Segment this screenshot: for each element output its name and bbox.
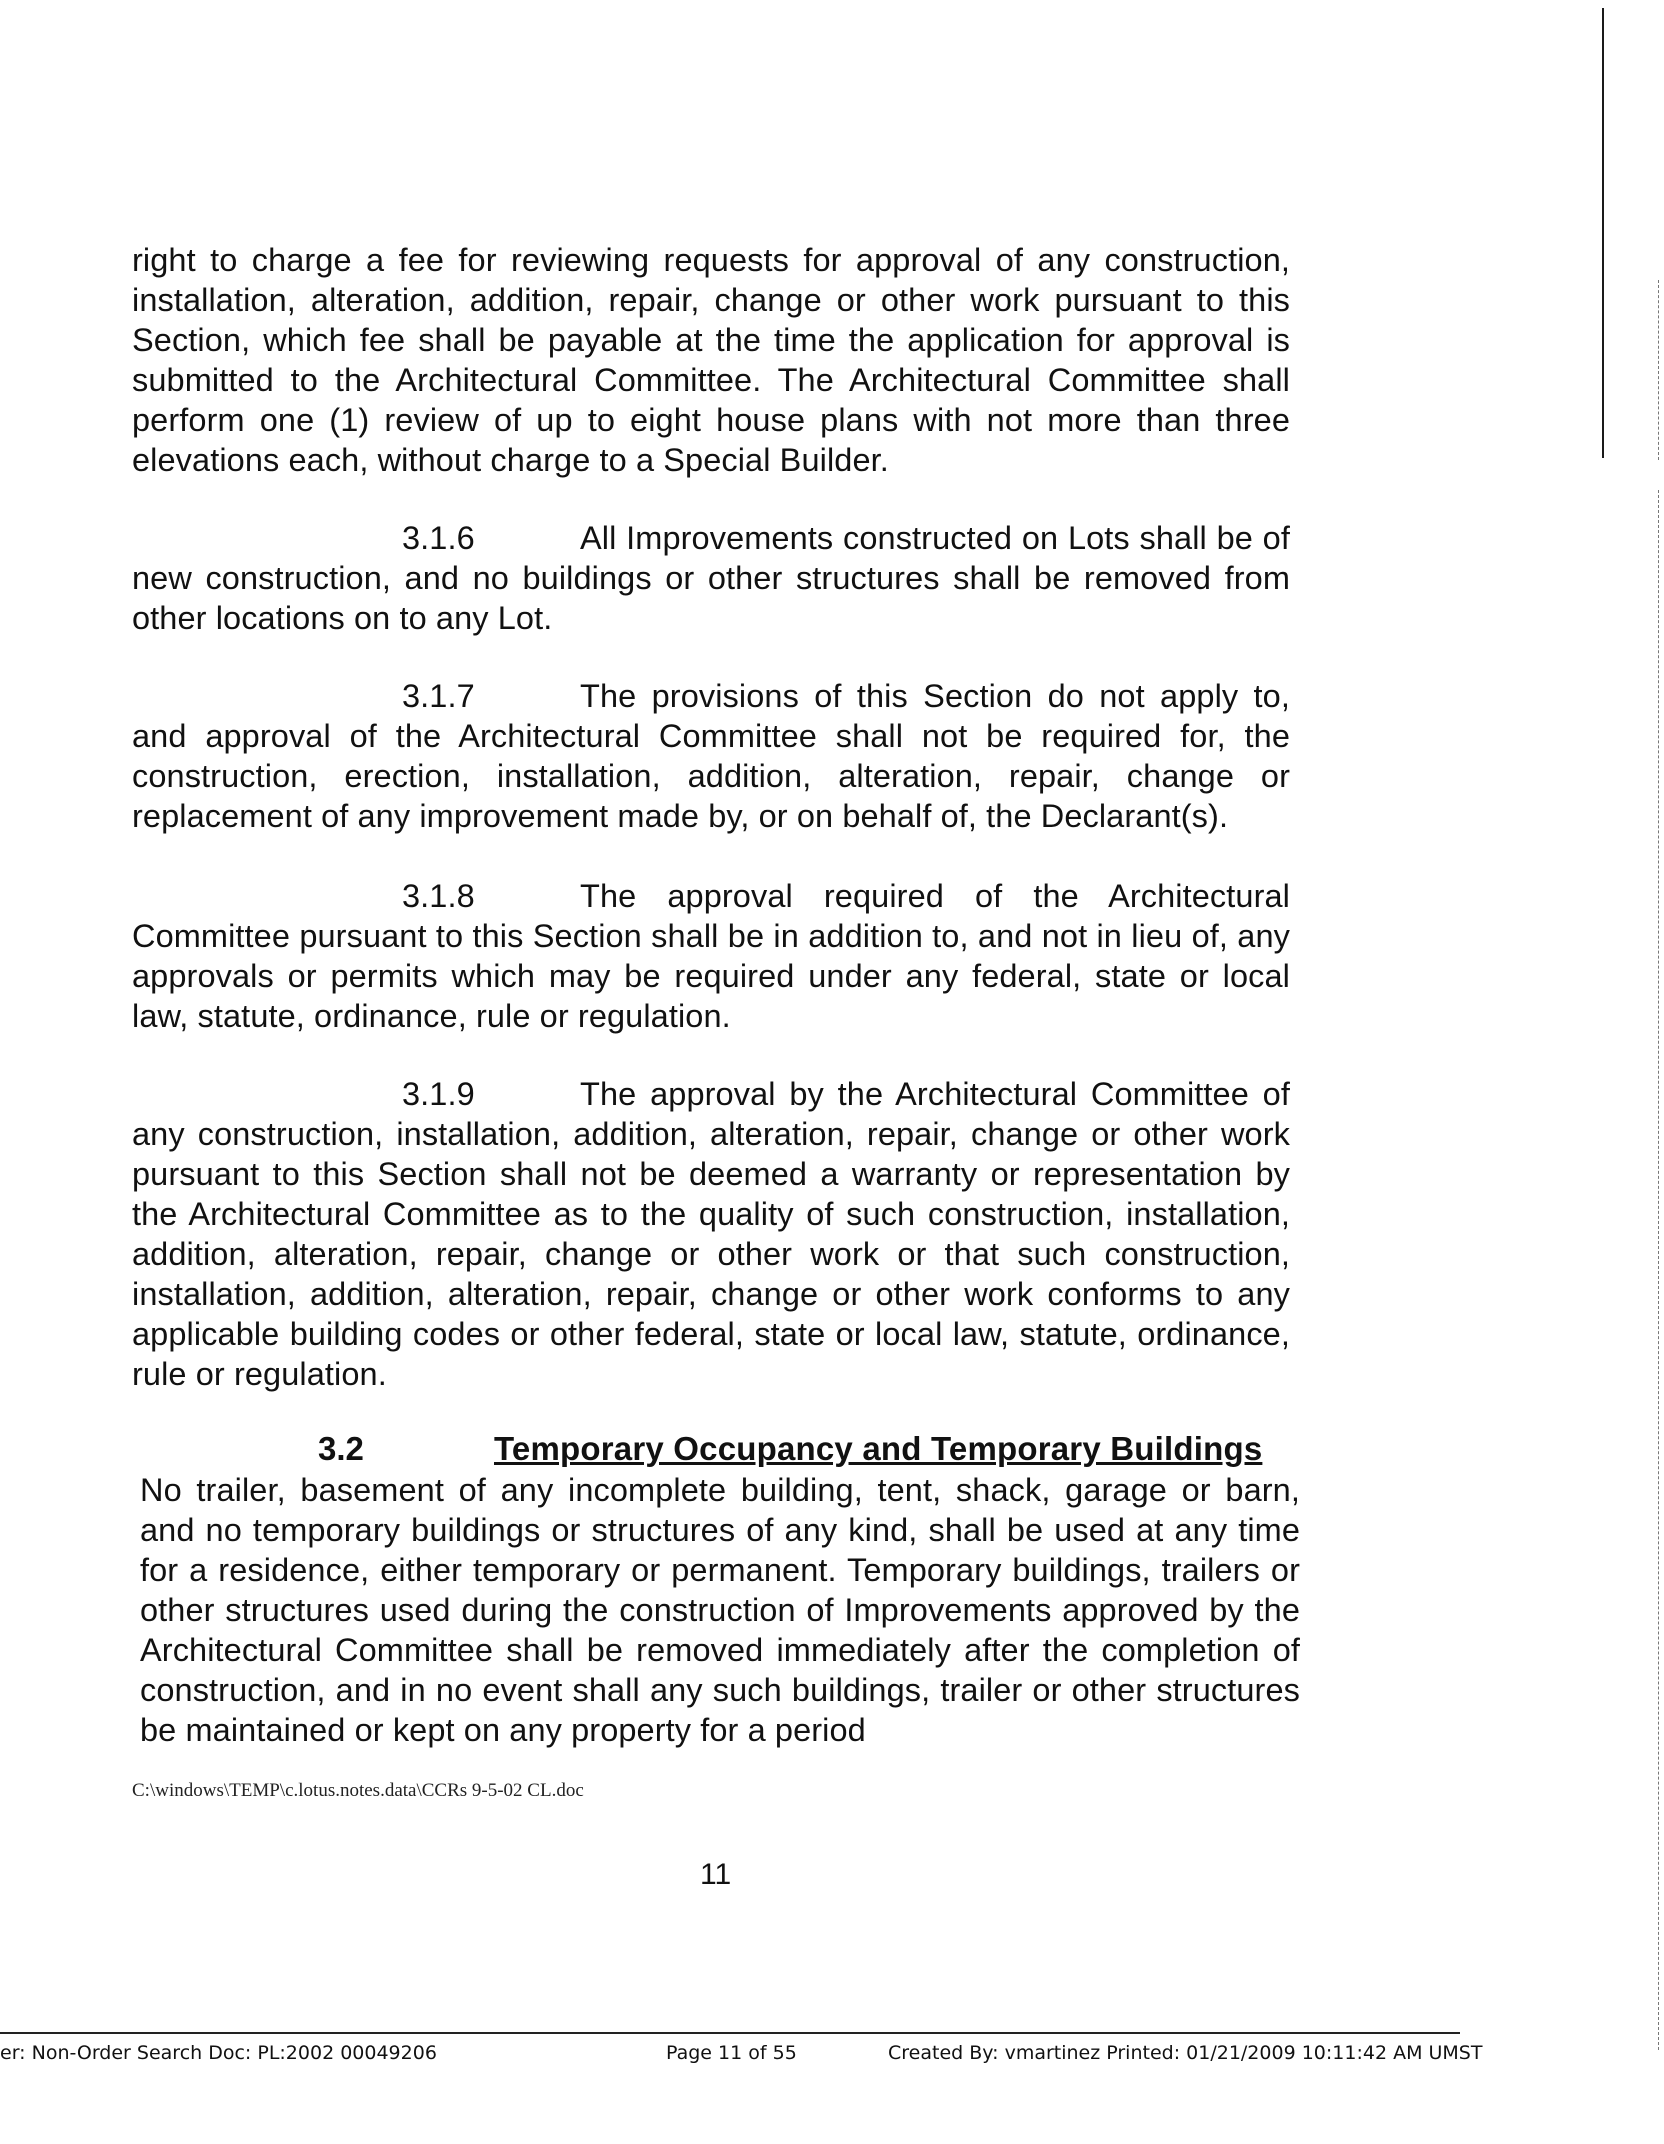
paragraph-number: 3.1.7 [402,678,475,714]
paragraph-text: The approval by the Architectural Committee of any construction, installation, addition, alteration, repair, change or other work pursuant to this Section shall not be deemed a warranty or representation by the Architectural Committee as to the quality of such construction, installation, addition, alteration, repair, change or other work or that such construction, installation, addition, alteration, repair, change or other work conforms to any applicable building codes or other federal, state or local law, statute, ordinance, rule or regulation. [132,1076,1290,1392]
section-heading: Temporary Occupancy and Temporary Buildings [494,1430,1263,1467]
paragraph-number: 3.1.9 [402,1076,475,1112]
paragraph-text: All Improvements constructed on Lots shall be of new construction, and no buildings or other structures shall be removed from other locations on to any Lot. [132,520,1290,636]
paragraph-3-1-6 [132,518,1290,638]
paragraph-3-1-9 [132,1074,1290,1394]
file-path-footer: C:\windows\TEMP\c.lotus.notes.data\CCRs 9-5-02 CL.doc [132,1780,584,1801]
footer-divider [0,2032,1460,2034]
footer-search-info: er: Non-Order Search Doc: PL:2002 00049206 [0,2042,437,2064]
footer-page-count: Page 11 of 55 [666,2042,797,2064]
paragraph-text: The approval required of the Architectural Committee pursuant to this Section shall be in addition to, and not in lieu of, any approvals or permits which may be required under any federal, state or local law, statute, ordinance, rule or regulation. [132,878,1290,1034]
paragraph-number: 3.1.8 [402,878,475,914]
paragraph-3-1-8 [132,876,1290,1036]
scan-edge-dash [1658,280,1660,460]
scan-edge-dash [1658,490,1660,2050]
paragraph-number: 3.1.6 [402,520,475,556]
paragraph-continuation: right to charge a fee for reviewing requests for approval of any construction, installation, alteration, addition, repair, change or other work pursuant to this Section, which fee shall be payable at the time the application for approval is submitted to the Architectural Committee. The Architectural Committee shall perform one (1) review of up to eight house plans with not more than three elevations each, without charge to a Special Builder. [132,242,1290,478]
section-3-2-body: No trailer, basement of any incomplete building, tent, shack, garage or barn, and no temporary buildings or structures of any kind, shall be used at any time for a residence, either temporary or permanent. Temporary buildings, trailers or other structures used during the construction of Improvements approved by the Architectural Committee shall be removed immediately after the completion of construction, and in no event shall any such buildings, trailer or other structures be maintained or kept on any property for a period [140,1472,1300,1748]
page-number: 11 [700,1858,732,1891]
section-number: 3.2 [318,1430,364,1467]
paragraph-text: The provisions of this Section do not apply to, and approval of the Architectural Committee shall not be required for, the construction, erection, installation, addition, alteration, repair, change or replacement of any improvement made by, or on behalf of, the Declarant(s). [132,678,1290,834]
footer-print-info: Created By: vmartinez Printed: 01/21/2009 10:11:42 AM UMST [888,2042,1483,2064]
scan-edge-line [1602,8,1604,458]
paragraph-3-1-7 [132,676,1290,836]
